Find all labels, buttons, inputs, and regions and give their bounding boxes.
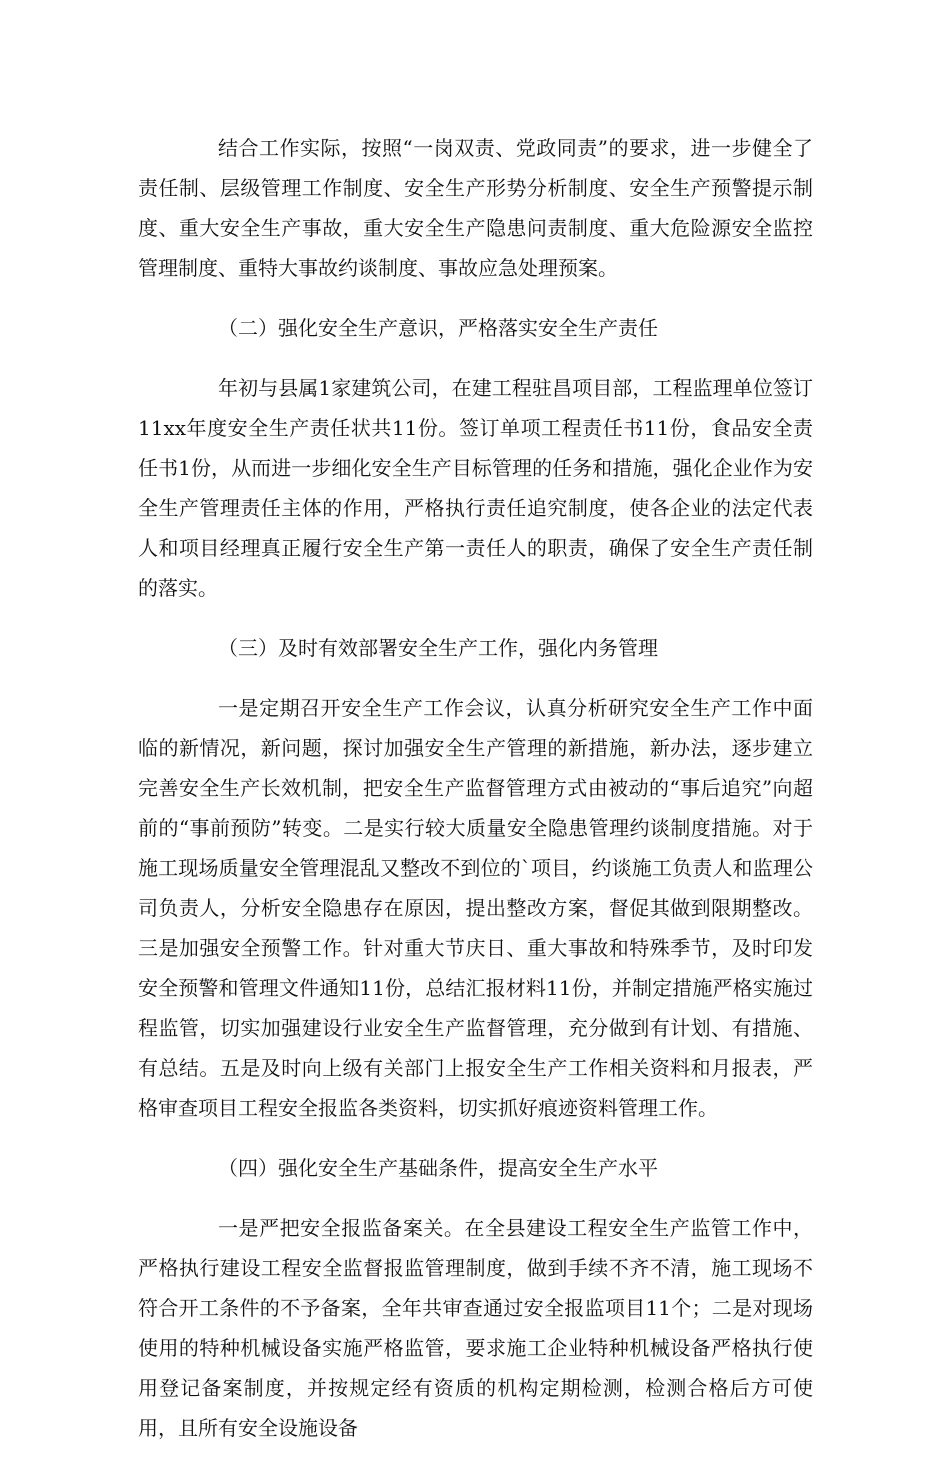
paragraph-internal-management: 一是定期召开安全生产工作会议，认真分析研究安全生产工作中面临的新情况，新问题，探讨加强安全生产管理的新措施，新办法，逐步建立完善安全生产长效机制，把安全生产监督管理方式由被动的“事后追究”向超前的“事前预防”转变。二是实行较大质量安全隐患管理约谈制度措施。对于施工现场质量安全管理混乱又整改不到位的`项目，约谈施工负责人和监理公司负责人，分析安全隐患存在原因，提出整改方案，督促其做到限期整改。三是加强安全预警工作。针对重大节庆日、重大事故和特殊季节，及时印发安全预警和管理文件通知11份，总结汇报材料11份，并制定措施严格实施过程监管，切实加强建设行业安全生产监督管理，充分做到有计划、有措施、有总结。五是及时向上级有关部门上报安全生产工作相关资料和月报表，严格审查项目工程安全报监各类资料，切实抓好痕迹资料管理工作。 — [138, 696, 813, 1120]
paragraph-responsibility-system: 结合工作实际，按照“一岗双责、党政同责”的要求，进一步健全了责任制、层级管理工作制度、安全生产形势分析制度、安全生产预警提示制度、重大安全生产事故，重大安全生产隐患问责制度、重大危险源安全监控管理制度、重特大事故约谈制度、事故应急处理预案。 — [138, 136, 813, 280]
section-heading-4: （四）强化安全生产基础条件，提高安全生产水平 — [218, 1156, 658, 1180]
section-heading-3: （三）及时有效部署安全生产工作，强化内务管理 — [218, 636, 658, 660]
section-heading-2: （二）强化安全生产意识，严格落实安全生产责任 — [218, 316, 658, 340]
paragraph-basic-conditions: 一是严把安全报监备案关。在全县建设工程安全生产监管工作中，严格执行建设工程安全监督报监管理制度，做到手续不齐不清，施工现场不符合开工条件的不予备案，全年共审查通过安全报监项目11个；二是对现场使用的特种机械设备实施严格监管，要求施工企业特种机械设备严格执行使用登记备案制度，并按规定经有资质的机构定期检测，检测合格后方可使用，且所有安全设施设备 — [138, 1216, 813, 1440]
paragraph-safety-contracts: 年初与县属1家建筑公司，在建工程驻昌项目部，工程监理单位签订11xx年度安全生产责任状共11份。签订单项工程责任书11份，食品安全责任书1份，从而进一步细化安全生产目标管理的任务和措施，强化企业作为安全生产管理责任主体的作用，严格执行责任追究制度，使各企业的法定代表人和项目经理真正履行安全生产第一责任人的职责，确保了安全生产责任制的落实。 — [138, 376, 813, 600]
document-body — [138, 128, 813, 1468]
